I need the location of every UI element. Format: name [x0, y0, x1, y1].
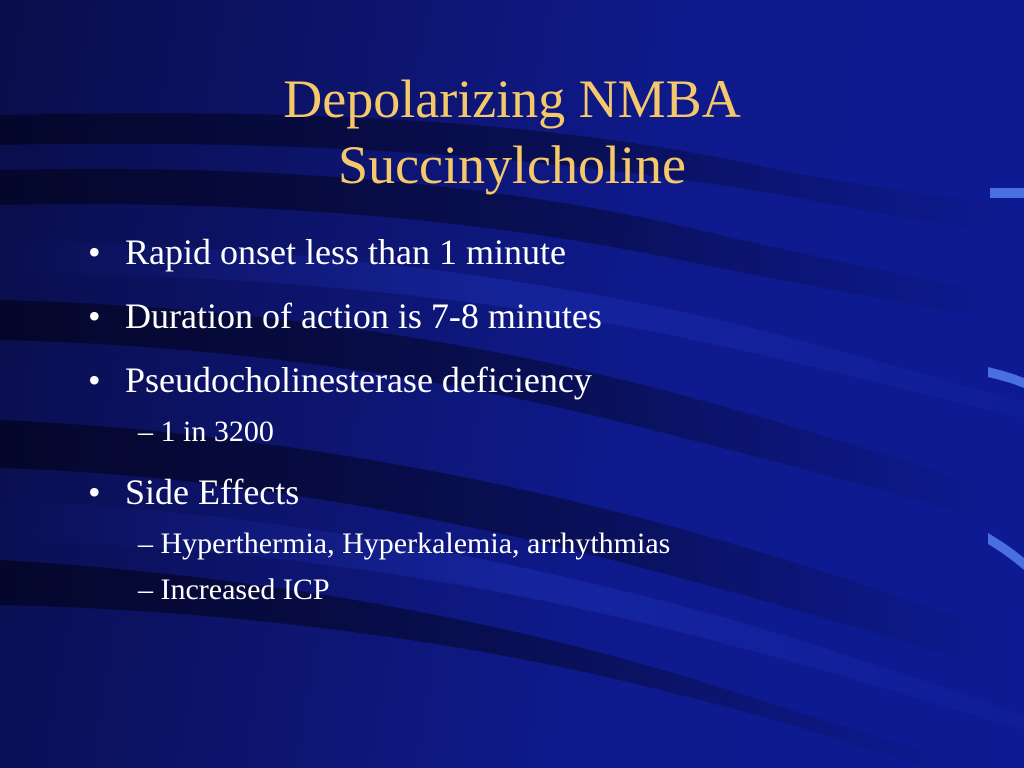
side-effects-sublist	[88, 526, 968, 608]
bullet-text: Pseudocholinesterase deficiency	[125, 360, 592, 400]
sub-bullet-text: Increased ICP	[160, 573, 330, 606]
bullet-text: Side Effects	[125, 472, 300, 512]
bullet-glyph: •	[88, 360, 101, 400]
sub-bullet-glyph: –	[138, 527, 153, 560]
bullet-glyph: •	[88, 472, 101, 512]
bullet-glyph: •	[88, 296, 101, 336]
bullet-list	[88, 230, 968, 628]
title-line-1: Depolarizing NMBA	[283, 69, 741, 129]
sub-bullet-glyph: –	[138, 573, 153, 606]
bullet-glyph: •	[88, 232, 101, 272]
bullet-item	[88, 230, 968, 274]
sub-bullet-text: Hyperthermia, Hyperkalemia, arrhythmias	[160, 527, 671, 560]
sub-bullet-glyph: –	[138, 415, 153, 448]
slide-title	[0, 66, 1024, 198]
bullet-text: Duration of action is 7-8 minutes	[125, 296, 602, 336]
bullet-text: Rapid onset less than 1 minute	[125, 232, 566, 272]
sub-bullet-item	[138, 526, 968, 562]
sub-bullet-text: 1 in 3200	[160, 415, 274, 448]
bullet-item	[88, 358, 968, 402]
title-line-2: Succinylcholine	[338, 135, 686, 195]
bullet-item	[88, 470, 968, 514]
bullet-item	[88, 294, 968, 338]
sub-bullet-item	[138, 414, 968, 450]
sub-bullet-item	[138, 572, 968, 608]
